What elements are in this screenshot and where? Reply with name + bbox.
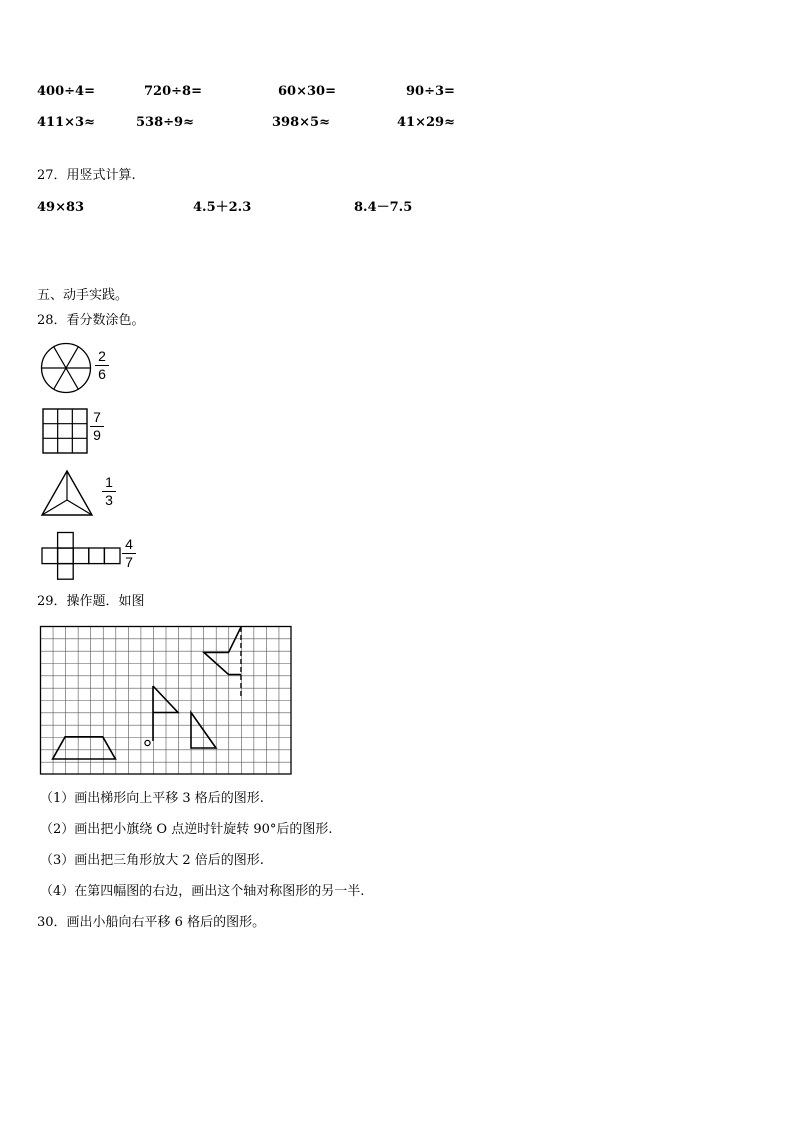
rotation-point-o [145, 740, 150, 745]
drawing-grid[interactable] [40, 626, 292, 775]
section-5-heading: 五、动手实践。 [37, 288, 129, 303]
task-3: （3）画出把三角形放大 2 倍后的图形. [40, 853, 264, 868]
question-29-title: 29．操作题．如图 [37, 594, 145, 609]
cross-net-seven-squares[interactable] [41, 532, 121, 580]
estimate-item: 538÷9≈ [136, 115, 194, 130]
calc-item: 720÷8= [144, 84, 202, 99]
calc-item: 90÷3= [406, 84, 455, 99]
fraction-numerator: 2 [98, 348, 106, 364]
calc-item: 60×30= [278, 84, 336, 99]
fraction-label [95, 349, 109, 382]
fraction-numerator: 4 [125, 536, 133, 552]
half-symmetric-figure [204, 627, 241, 675]
task-2: （2）画出把小旗绕 O 点逆时针旋转 90°后的图形. [40, 822, 333, 837]
task-4: （4）在第四幅图的右边，画出这个轴对称图形的另一半. [40, 884, 365, 899]
estimate-item: 398×5≈ [272, 115, 330, 130]
vertical-calc-item: 8.4－7.5 [354, 200, 413, 215]
fraction-denominator: 6 [98, 366, 106, 382]
vertical-calc-item: 49×83 [37, 200, 85, 215]
flag-shape [153, 686, 178, 741]
question-30-title: 30．画出小船向右平移 6 格后的图形。 [37, 915, 266, 930]
question-27-title: 27．用竖式计算. [37, 168, 136, 183]
fraction-denominator: 9 [93, 427, 101, 443]
circle-six-parts[interactable] [40, 342, 92, 394]
fraction-denominator: 3 [105, 492, 113, 508]
fraction-label [102, 475, 116, 508]
task-1: （1）画出梯形向上平移 3 格后的图形. [40, 791, 264, 806]
triangle-three-parts[interactable] [41, 470, 93, 516]
estimate-item: 411×3≈ [37, 115, 95, 130]
fraction-label [122, 537, 136, 570]
fraction-label [90, 410, 104, 443]
estimate-item: 41×29≈ [397, 115, 455, 130]
square-nine-parts[interactable] [42, 408, 88, 454]
fraction-numerator: 7 [93, 409, 101, 425]
vertical-calc-item: 4.5＋2.3 [193, 200, 252, 215]
trapezoid-shape [53, 737, 116, 759]
fraction-numerator: 1 [105, 474, 113, 490]
question-28-title: 28．看分数涂色。 [37, 313, 145, 328]
fraction-denominator: 7 [125, 554, 133, 570]
calc-item: 400÷4= [37, 84, 95, 99]
